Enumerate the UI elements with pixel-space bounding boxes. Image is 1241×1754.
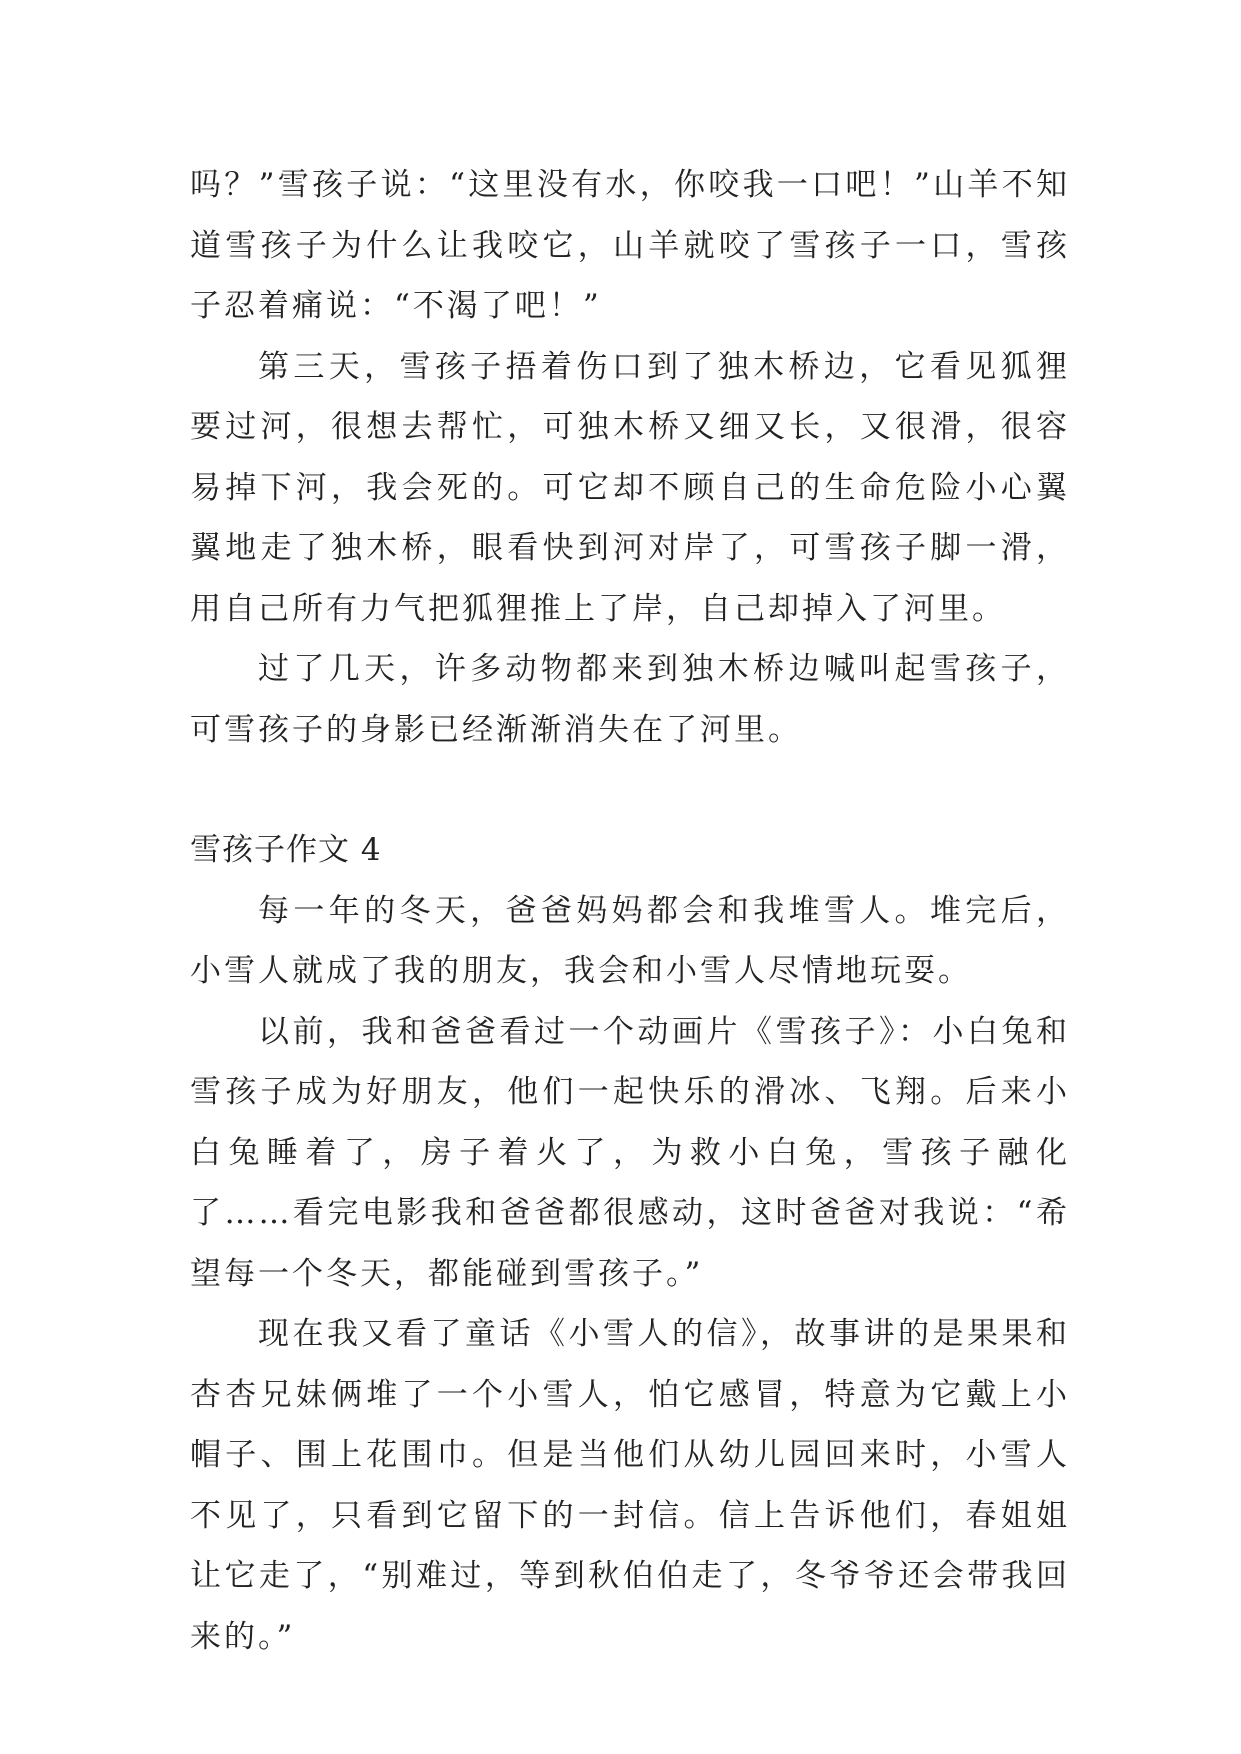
paragraph-4: 每一年的冬天，爸爸妈妈都会和我堆雪人。堆完后，小雪人就成了我的朋友，我会和小雪人尽情地玩耍。 bbox=[190, 892, 1070, 989]
document-body bbox=[190, 155, 1070, 1667]
paragraph-6: 现在我又看了童话《小雪人的信》，故事讲的是果果和杏杏兄妹俩堆了一个小雪人，怕它感冒，特意为它戴上小帽子、围上花围巾。但是当他们从幼儿园回来时，小雪人不见了，只看到它留下的一封信。信上告诉他们，春姐姐让它走了，“别难过，等到秋伯伯走了，冬爷爷还会带我回来的。” bbox=[190, 1316, 1070, 1655]
section-heading: 雪孩子作文 4 bbox=[190, 832, 382, 868]
paragraph-1: 吗？”雪孩子说：“这里没有水，你咬我一口吧！”山羊不知道雪孩子为什么让我咬它，山羊就咬了雪孩子一口，雪孩子忍着痛说：“不渴了吧！” bbox=[190, 167, 1070, 324]
paragraph-3: 过了几天，许多动物都来到独木桥边喊叫起雪孩子，可雪孩子的身影已经渐渐消失在了河里。 bbox=[190, 651, 1070, 748]
paragraph-2: 第三天，雪孩子捂着伤口到了独木桥边，它看见狐狸要过河，很想去帮忙，可独木桥又细又长，又很滑，很容易掉下河，我会死的。可它却不顾自己的生命危险小心翼翼地走了独木桥，眼看快到河对岸了，可雪孩子脚一滑，用自己所有力气把狐狸推上了岸，自己却掉入了河里。 bbox=[190, 348, 1070, 627]
paragraph-5: 以前，我和爸爸看过一个动画片《雪孩子》：小白兔和雪孩子成为好朋友，他们一起快乐的滑冰、飞翔。后来小白兔睡着了，房子着火了，为救小白兔，雪孩子融化了……看完电影我和爸爸都很感动，这时爸爸对我说：“希望每一个冬天，都能碰到雪孩子。” bbox=[190, 1013, 1070, 1292]
